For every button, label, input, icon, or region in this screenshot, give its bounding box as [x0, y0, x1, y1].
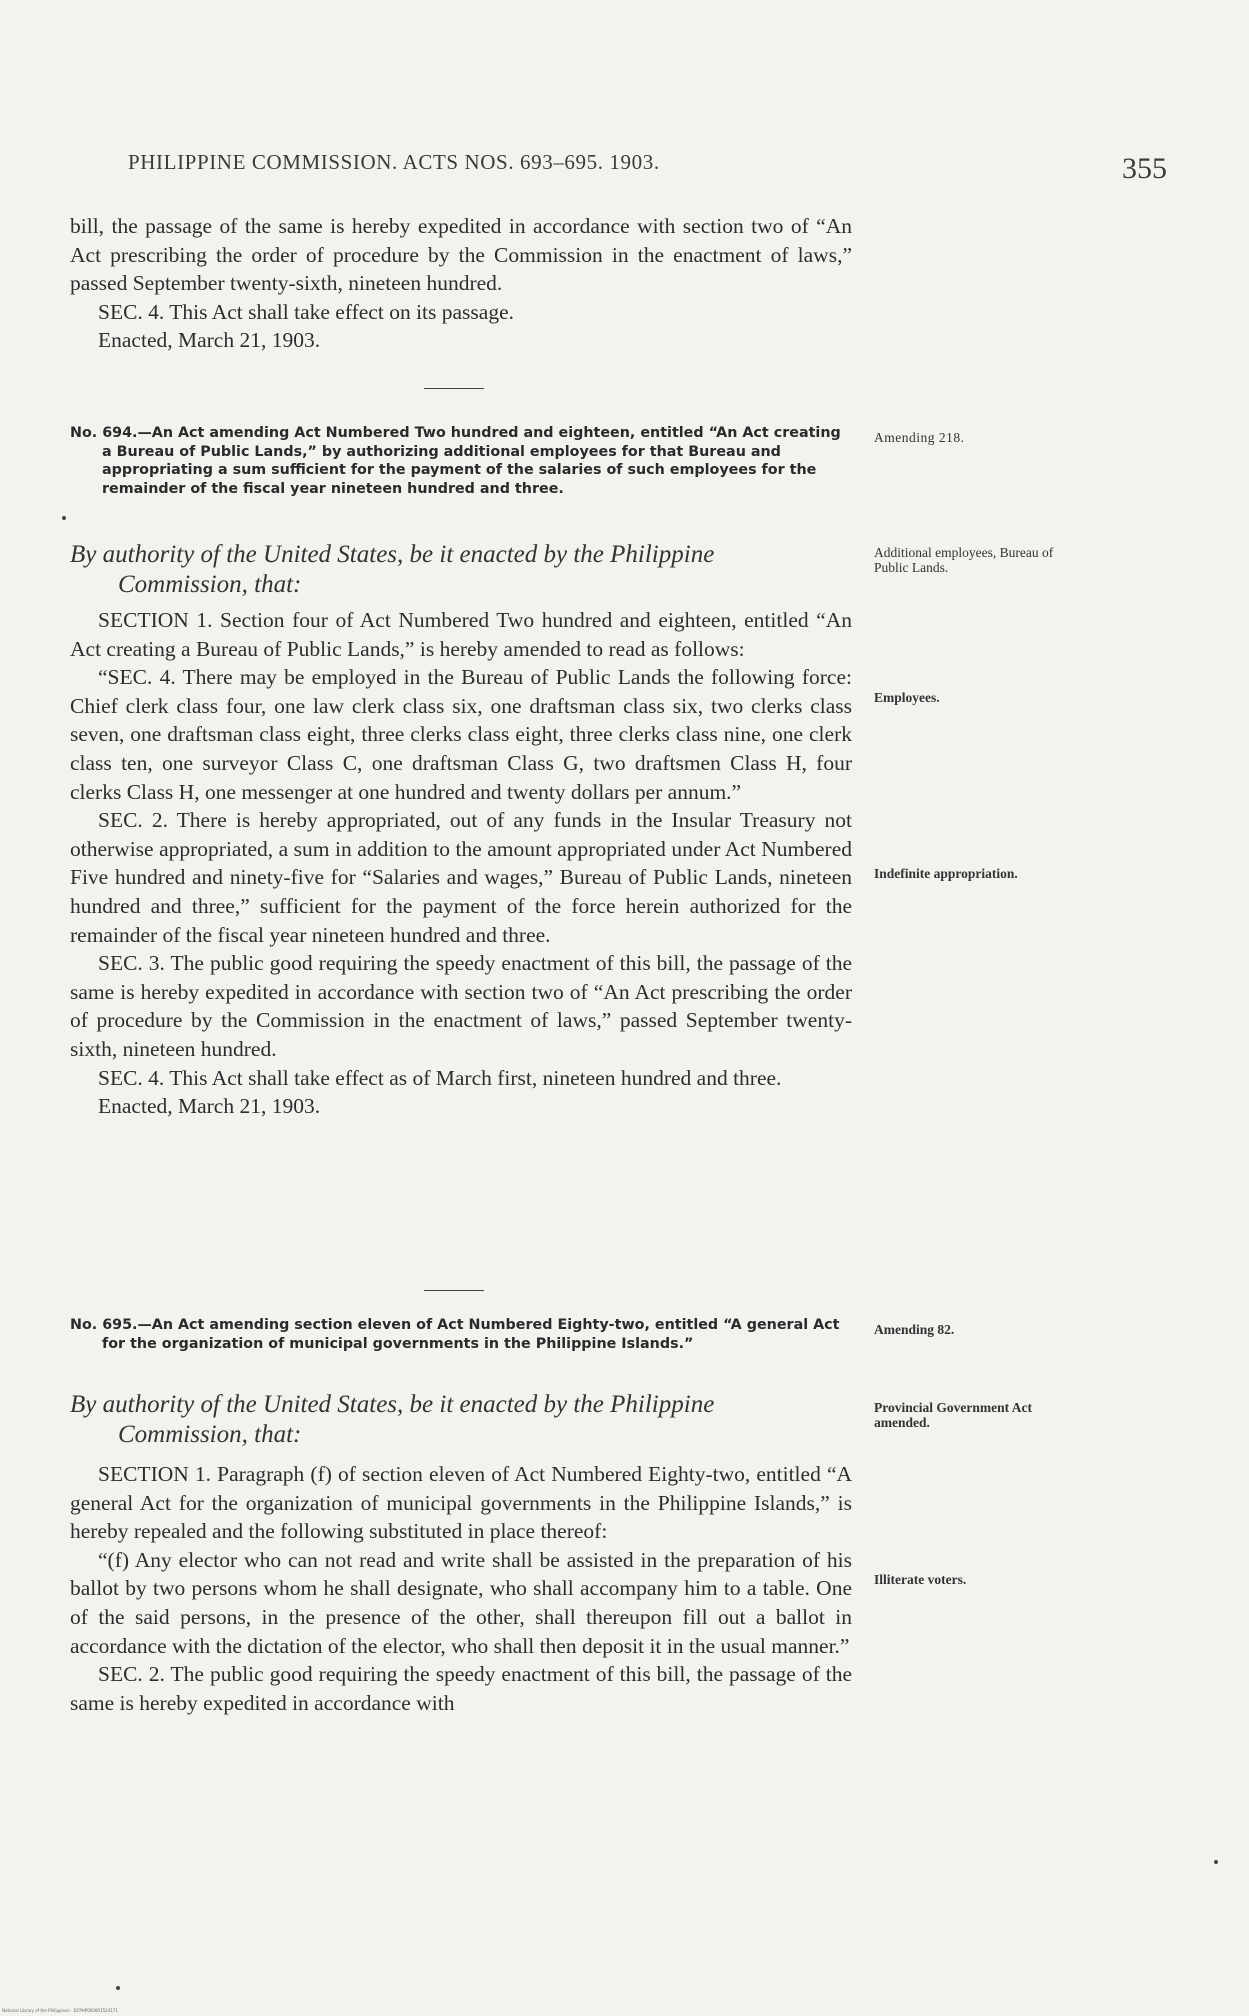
act-695-heading: [70, 1316, 852, 1353]
act-694-sec2: [70, 806, 852, 949]
section-1-text: Paragraph (f) of section eleven of Act Numbered Eighty-two, entitled “A general Act for the organization of municipal governments in the Philippine Islands,” is hereby repealed and the following substituted in place thereof:: [70, 1462, 853, 1544]
scan-footer-mark: National Library of the Philippines · DCPHP000001524171: [2, 2008, 118, 2013]
act-694-sec3: [70, 949, 852, 1063]
margin-note-amending-218: Amending 218.: [874, 430, 965, 445]
act-695-body: [70, 1460, 852, 1717]
act-695-authority: [70, 1390, 860, 1450]
sec4-quote-label: “SEC. 4.: [98, 665, 176, 690]
margin-note-amending-82: Amending 82.: [874, 1322, 955, 1337]
sec2-text: The public good requiring the speedy enactment of this bill, the passage of the same is hereby expedited in accordance with: [70, 1662, 852, 1715]
page-speck: [1214, 1860, 1218, 1864]
act-694-heading-text: No. 694.—An Act amending Act Numbered Two hundred and eighteen, entitled “An Act creating a Bureau of Public Lands,” by authorizing additional employees for that Bureau and appropriating a sum sufficient for the payment of the salaries of such employees for the remainder of the fiscal year nineteen hundred and three.: [70, 425, 841, 497]
sec4-quote-text: There may be employed in the Bureau of Public Lands the following force: Chief clerk class four, one law clerk class six, one draftsman class six, two clerks class seven, one draftsman class eight, three clerks class eight, three clerks class nine, one clerk class ten, one surveyor Class C, one draftsman Class G, two draftsmen Class H, four clerks Class H, one messenger at one hundred and twenty dollars per annum.”: [70, 665, 852, 804]
act-694-heading: [70, 424, 852, 498]
margin-note-indefinite-appropriation: Indefinite appropriation.: [874, 866, 1018, 881]
top-continuation: [70, 212, 852, 355]
sec4-text-694: This Act shall take effect as of March first, nineteen hundred and three.: [164, 1065, 782, 1090]
act-694-sec4: [70, 1064, 852, 1093]
act-694-body: [70, 606, 852, 1121]
act-694-authority: [70, 540, 860, 600]
section-1-text: Section four of Act Numbered Two hundred and eighteen, entitled “An Act creating a Bureau of Public Lands,” is hereby amended to read as follows:: [70, 608, 852, 661]
act-695-paragraph-f: “(f) Any elector who can not read and write shall be assisted in the preparation of his ballot by two persons whom he shall designate, who shall accompany him to a table. One of the said persons, in the presence of the other, shall thereupon fill out a ballot in accordance with the dictation of the elector, who shall then deposit it in the usual manner.”: [70, 1547, 852, 1658]
act-694-section-1: [70, 606, 852, 663]
authority-line-1: By authority of the United States, be it enacted by the Philippine: [70, 541, 715, 568]
sec4-top: [70, 298, 852, 327]
sec3-label: SEC. 3.: [98, 951, 165, 976]
sec4-text: This Act shall take effect on its passage.: [164, 299, 515, 324]
act-694-enacted: Enacted, March 21, 1903.: [98, 1094, 321, 1119]
section-1-label: SECTION 1.: [98, 608, 213, 632]
act-695-section-1: [70, 1460, 852, 1546]
page-speck: [116, 1986, 120, 1990]
authority-line-1: By authority of the United States, be it enacted by the Philippine: [70, 1391, 715, 1418]
section-1-label: SECTION 1.: [98, 1462, 212, 1486]
enacted-top: Enacted, March 21, 1903.: [98, 328, 321, 353]
margin-note-provincial-government: Provincial Government Act amended.: [874, 1400, 1032, 1430]
authority-line-2: Commission, that:: [118, 571, 302, 598]
margin-note-employees: Employees.: [874, 690, 940, 705]
sec3-text: The public good requiring the speedy enactment of this bill, the passage of the same is hereby expedited in accordance with section two of “An Act prescribing the order of procedure by the Commission in the enactment of laws,” passed September twenty-sixth, nineteen hundred.: [70, 951, 852, 1061]
act-695-heading-text: No. 695.—An Act amending section eleven of Act Numbered Eighty-two, entitled “A general Act for the organization of municipal governments in the Philippine Islands.”: [70, 1317, 840, 1352]
sec2-text: There is hereby appropriated, out of any funds in the Insular Treasury not otherwise appropriated, a sum in addition to the amount appropriated under Act Numbered Five hundred and ninety-five for “Salaries and wages,” Bureau of Public Lands, nineteen hundred and three,” sufficient for the payment of the force herein authorized for the remainder of the fiscal year nineteen hundred and three.: [70, 808, 852, 947]
page-speck: [62, 516, 66, 520]
margin-note-illiterate-voters: Illiterate voters.: [874, 1572, 967, 1587]
page-number: 355: [1122, 152, 1167, 185]
sec4-label: SEC. 4.: [98, 299, 165, 324]
sec2-label: SEC. 2.: [98, 808, 168, 833]
sec4-label-694: SEC. 4.: [98, 1065, 165, 1090]
margin-note-additional-employees: Additional employees, Bureau of Public Lands.: [874, 545, 1054, 575]
running-head: PHILIPPINE COMMISSION. ACTS NOS. 693–695. 1903.: [128, 150, 660, 174]
continuation-paragraph: bill, the passage of the same is hereby expedited in accordance with section two of “An Act prescribing the order of procedure by the Commission in the enactment of laws,” passed September twenty-sixth, nineteen hundred.: [70, 214, 852, 296]
section-rule: [424, 388, 484, 389]
sec2-label: SEC. 2.: [98, 1662, 165, 1687]
section-rule: [424, 1290, 484, 1291]
authority-line-2: Commission, that:: [118, 1421, 302, 1448]
act-694-sec4-quote: [70, 663, 852, 806]
act-695-sec2: [70, 1660, 852, 1717]
